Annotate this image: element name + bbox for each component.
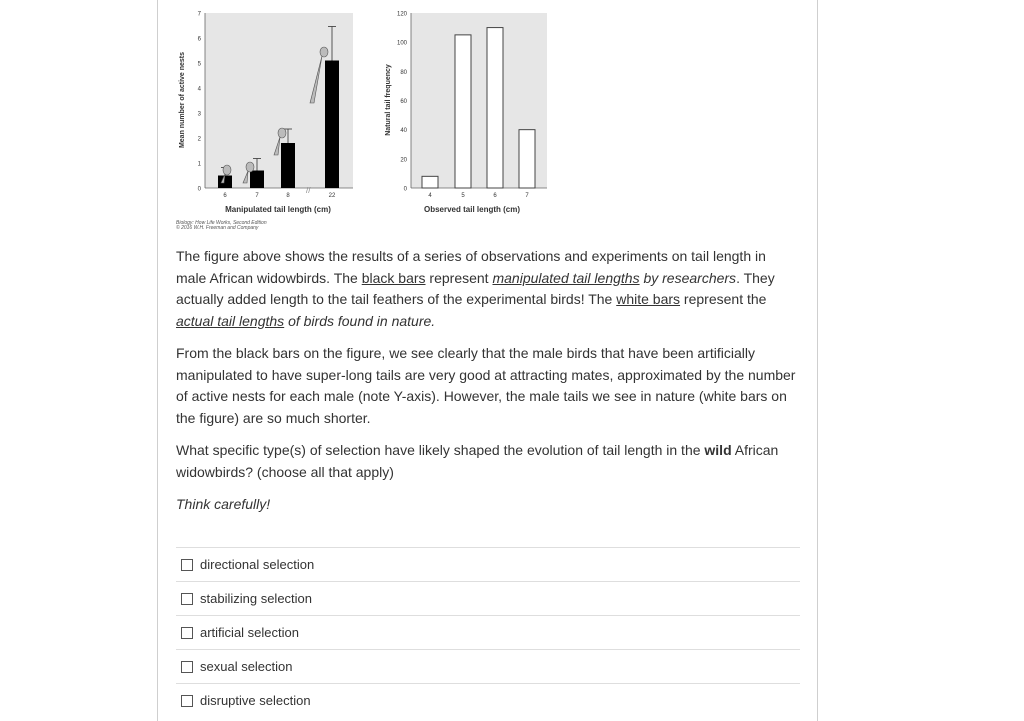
option-label: artificial selection — [200, 625, 299, 640]
y-tick-label: 20 — [400, 157, 407, 164]
y-tick-label: 2 — [197, 136, 201, 143]
paragraph-observation: From the black bars on the figure, we see clearly that the male birds that have been artificially manipulated to have super-long tails are very good at attracting mates, approximated by the number of active nests for each male (note Y-axis). However, the male tails we see in nature (white bars on the figure) are so much shorter. — [176, 345, 796, 426]
x-tick-label: 4 — [428, 193, 432, 199]
x-tick-label: 6 — [223, 193, 227, 199]
x-tick-label: 7 — [255, 193, 259, 199]
manipulated-tail-lengths: manipulated tail lengths — [492, 269, 640, 286]
bar — [455, 35, 471, 188]
wild-emphasis: wild — [704, 442, 732, 458]
bar — [487, 28, 503, 188]
y-tick-label: 80 — [400, 69, 407, 76]
checkbox[interactable] — [181, 627, 193, 639]
bar — [519, 130, 535, 188]
option-label: stabilizing selection — [200, 591, 313, 606]
credit-line-1: Biology: How Life Works, Second Edition — [176, 220, 267, 226]
x-tick-label: 7 — [525, 193, 529, 199]
checkbox[interactable] — [181, 695, 193, 707]
figure — [170, 5, 560, 235]
option-disruptive-selection[interactable] — [176, 683, 800, 717]
checkbox[interactable] — [181, 559, 193, 571]
option-label: disruptive selection — [200, 693, 311, 708]
x-tick-label: 6 — [493, 193, 497, 199]
left-chart-xlabel: Manipulated tail length (cm) — [225, 205, 331, 214]
bar — [281, 143, 295, 188]
bar — [422, 176, 438, 188]
x-tick-label: 5 — [461, 193, 465, 199]
bar — [325, 61, 339, 189]
axis-break-icon: // — [306, 186, 311, 195]
black-bars-link: black bars — [361, 269, 426, 286]
checkbox[interactable] — [181, 661, 193, 673]
figure-credit — [176, 221, 267, 231]
y-tick-label: 40 — [400, 128, 407, 135]
hint-text: Think carefully! — [176, 496, 271, 512]
option-label: sexual selection — [200, 659, 293, 674]
y-tick-label: 0 — [403, 186, 407, 193]
paragraph-intro: The figure above shows the results of a series of observations and experiments on tail length in male African widowbirds. The black bars represent manipulated tail lengths by researchers. They actually added length to the tail feathers of the experimental birds! The white bars represent the actual tail lengths of birds found in nature. — [176, 248, 775, 329]
right-chart-xlabel: Observed tail length (cm) — [423, 205, 521, 214]
right-chart — [385, 12, 547, 215]
y-tick-label: 0 — [197, 186, 201, 193]
right-chart-ylabel: Natural tail frequency — [385, 64, 392, 136]
x-tick-label: 22 — [328, 193, 336, 199]
x-tick-label: 8 — [286, 193, 290, 199]
option-directional-selection[interactable] — [176, 547, 800, 581]
y-tick-label: 6 — [197, 36, 201, 43]
y-tick-label: 3 — [197, 111, 201, 118]
answer-options — [176, 547, 800, 717]
option-artificial-selection[interactable] — [176, 615, 800, 649]
y-tick-label: 1 — [197, 161, 201, 168]
checkbox[interactable] — [181, 593, 193, 605]
y-tick-label: 7 — [197, 11, 201, 18]
y-tick-label: 5 — [197, 61, 201, 68]
option-stabilizing-selection[interactable] — [176, 581, 800, 615]
white-bars-link: white bars — [616, 291, 681, 308]
bar — [250, 171, 264, 189]
left-chart-ylabel: Mean number of active nests — [179, 51, 186, 149]
question-text: What specific type(s) of selection have likely shaped the evolution of tail length in the wild African widowbirds? (choose all that apply) — [176, 442, 779, 480]
bar — [218, 176, 232, 189]
actual-tail-lengths: actual tail lengths — [176, 312, 285, 329]
y-tick-label: 120 — [396, 11, 407, 18]
credit-line-2: © 2016 W.H. Freeman and Company — [176, 225, 259, 231]
y-tick-label: 100 — [396, 40, 407, 47]
y-tick-label: 4 — [197, 86, 201, 93]
left-chart — [179, 12, 353, 215]
option-sexual-selection[interactable] — [176, 649, 800, 683]
y-tick-label: 60 — [400, 99, 407, 105]
option-label: directional selection — [200, 557, 315, 572]
